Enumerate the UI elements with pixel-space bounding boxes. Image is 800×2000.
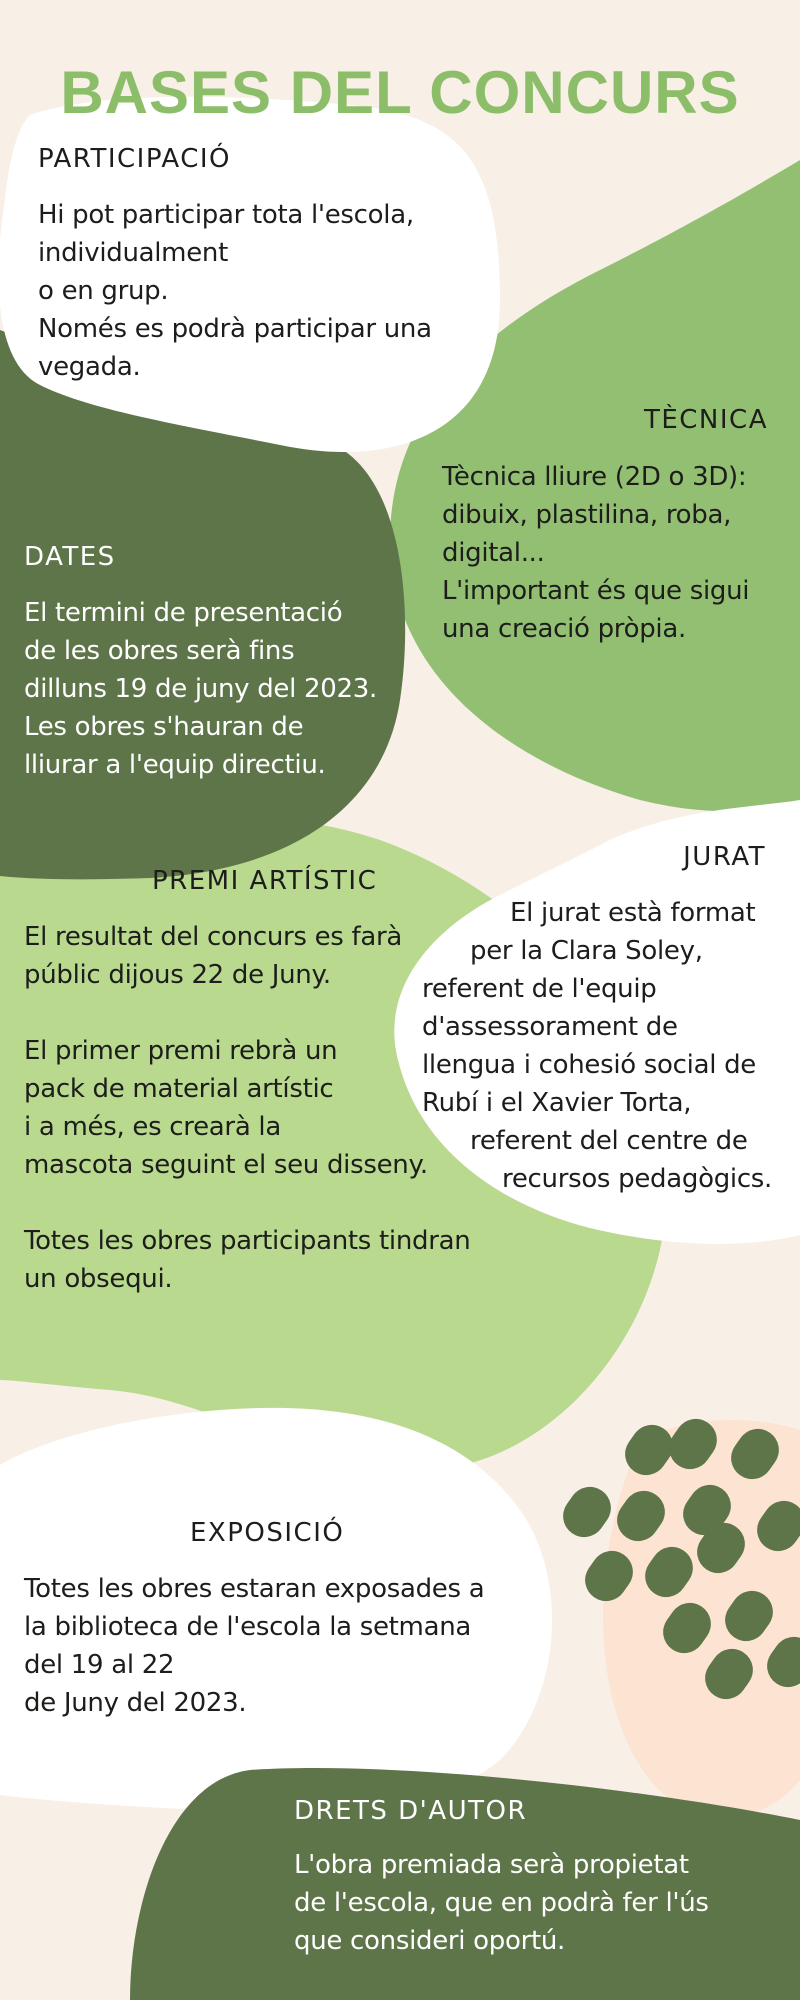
tecnica-line: L'important és que sigui bbox=[442, 576, 750, 606]
jurat-line: llengua i cohesió social de bbox=[422, 1050, 757, 1080]
jurat-line: Rubí i el Xavier Torta, bbox=[422, 1088, 692, 1118]
premi-line: Totes les obres participants tindran bbox=[24, 1226, 471, 1256]
dates-line: dilluns 19 de juny del 2023. bbox=[24, 674, 377, 704]
participacio-line: individualment bbox=[38, 238, 228, 268]
tecnica-line: dibuix, plastilina, roba, bbox=[442, 500, 732, 530]
text-exposicio bbox=[24, 1570, 484, 1722]
page-title: BASES DEL CONCURS bbox=[60, 59, 740, 126]
tecnica-line: Tècnica lliure (2D o 3D): bbox=[442, 462, 747, 492]
drets-line: de l'escola, que en podrà fer l'ús bbox=[294, 1888, 709, 1918]
premi-line: El resultat del concurs es farà bbox=[24, 922, 403, 952]
premi-line: públic dijous 22 de Juny. bbox=[24, 960, 331, 990]
exposicio-line: de Juny del 2023. bbox=[24, 1688, 247, 1718]
participacio-line: Només es podrà participar una bbox=[38, 314, 432, 344]
dot bbox=[555, 1479, 619, 1546]
heading-jurat: JURAT bbox=[683, 842, 766, 872]
tecnica-line: digital... bbox=[442, 538, 545, 568]
participacio-line: o en grup. bbox=[38, 276, 169, 306]
text-tecnica bbox=[442, 458, 749, 648]
dates-line: de les obres serà fins bbox=[24, 636, 295, 666]
jurat-line: per la Clara Soley, bbox=[470, 936, 703, 966]
participacio-line: vegada. bbox=[38, 352, 141, 382]
exposicio-line: Totes les obres estaran exposades a bbox=[24, 1574, 485, 1604]
text-jurat bbox=[422, 894, 772, 1198]
exposicio-line: del 19 al 22 bbox=[24, 1650, 175, 1680]
participacio-line: Hi pot participar tota l'escola, bbox=[38, 200, 414, 230]
premi-line: un obsequi. bbox=[24, 1264, 173, 1294]
text-premi bbox=[24, 918, 470, 1298]
jurat-line: referent de l'equip bbox=[422, 974, 657, 1004]
drets-line: L'obra premiada serà propietat bbox=[294, 1850, 689, 1880]
premi-line: El primer premi rebrà un bbox=[24, 1036, 338, 1066]
text-dates bbox=[24, 594, 377, 784]
jurat-line: recursos pedagògics. bbox=[502, 1164, 773, 1194]
jurat-line: referent del centre de bbox=[470, 1126, 748, 1156]
premi-line: i a més, es crearà la bbox=[24, 1112, 281, 1142]
premi-line: pack de material artístic bbox=[24, 1074, 334, 1104]
text-drets bbox=[294, 1846, 709, 1960]
dates-line: Les obres s'hauran de bbox=[24, 712, 304, 742]
heading-drets: DRETS D'AUTOR bbox=[294, 1796, 528, 1826]
dates-line: lliurar a l'equip directiu. bbox=[24, 750, 326, 780]
drets-line: que consideri oportú. bbox=[294, 1926, 566, 1956]
jurat-line: El jurat està format bbox=[510, 898, 756, 928]
tecnica-line: una creació pròpia. bbox=[442, 614, 686, 644]
heading-premi: PREMI ARTÍSTIC bbox=[152, 866, 378, 896]
text-participacio bbox=[38, 196, 432, 386]
jurat-line: d'assessorament de bbox=[422, 1012, 678, 1042]
heading-exposicio: EXPOSICIÓ bbox=[190, 1518, 345, 1548]
dates-line: El termini de presentació bbox=[24, 598, 343, 628]
premi-line: mascota seguint el seu disseny. bbox=[24, 1150, 428, 1180]
heading-participacio: PARTICIPACIÓ bbox=[38, 144, 231, 174]
heading-tecnica: TÈCNICA bbox=[643, 405, 768, 435]
exposicio-line: la biblioteca de l'escola la setmana bbox=[24, 1612, 472, 1642]
heading-dates: DATES bbox=[24, 542, 116, 572]
